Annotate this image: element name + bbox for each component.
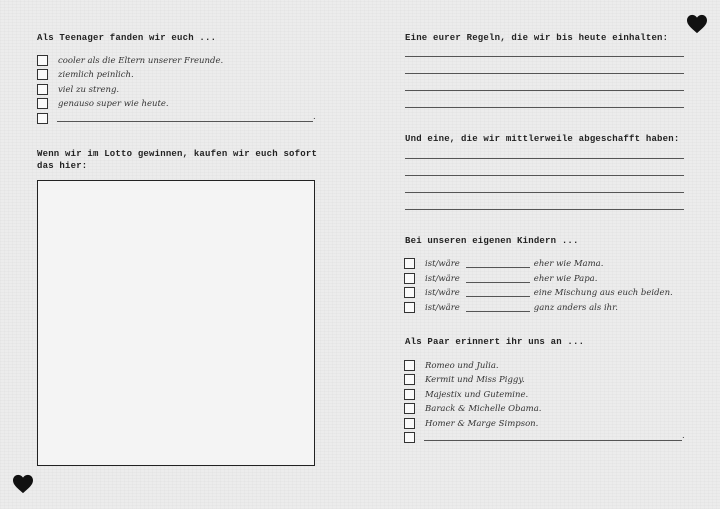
drawing-box[interactable] — [37, 180, 315, 466]
question-lotto-title-line1: Wenn wir im Lotto gewinnen, kaufen wir euch sofort — [37, 149, 318, 159]
heart-icon — [686, 14, 708, 34]
checkbox[interactable] — [404, 418, 415, 429]
option-prefix: ist/wäre — [425, 258, 460, 269]
option-label: genauso super wie heute. — [58, 98, 169, 109]
answer-line[interactable] — [405, 107, 684, 108]
question-lotto-title-line2: das hier: — [37, 161, 88, 171]
checkbox-option-2[interactable] — [404, 273, 597, 284]
write-in-end: . — [313, 112, 316, 122]
checkbox-option-3[interactable] — [37, 84, 119, 95]
option-label: cooler als die Eltern unserer Freunde. — [58, 55, 224, 66]
checkbox[interactable] — [37, 98, 48, 109]
fill-in-blank[interactable] — [466, 288, 530, 297]
checkbox-option-4[interactable] — [404, 302, 618, 313]
fill-in-blank[interactable] — [466, 274, 530, 283]
checkbox-option-4[interactable] — [404, 403, 542, 414]
option-prefix: ist/wäre — [425, 273, 460, 284]
answer-line[interactable] — [405, 192, 684, 193]
option-prefix: ist/wäre — [425, 287, 460, 298]
option-label: eher wie Papa. — [533, 273, 598, 284]
question-own-kids-title: Bei unseren eigenen Kindern ... — [405, 236, 579, 246]
answer-line[interactable] — [405, 158, 684, 159]
checkbox[interactable] — [404, 258, 415, 269]
checkbox[interactable] — [37, 55, 48, 66]
checkbox[interactable] — [404, 374, 415, 385]
option-label: viel zu streng. — [58, 84, 120, 95]
checkbox[interactable] — [404, 287, 415, 298]
checkbox-option-5[interactable] — [404, 418, 538, 429]
checkbox[interactable] — [404, 389, 415, 400]
option-label: Kermit und Miss Piggy. — [425, 374, 525, 385]
checkbox-option-other[interactable] — [404, 432, 425, 443]
checkbox[interactable] — [37, 69, 48, 80]
heart-icon — [12, 474, 34, 494]
write-in-line[interactable] — [57, 121, 313, 122]
checkbox[interactable] — [37, 84, 48, 95]
answer-line[interactable] — [405, 209, 684, 210]
option-label: ganz anders als ihr. — [533, 302, 618, 313]
option-label: eine Mischung aus euch beiden. — [533, 287, 673, 298]
option-label: Romeo und Julia. — [425, 360, 499, 371]
checkbox-option-1[interactable] — [404, 360, 499, 371]
option-label: Majestix und Gutemine. — [425, 389, 529, 400]
write-in-end: . — [682, 431, 685, 441]
checkbox-option-other[interactable] — [37, 113, 58, 124]
question-teenager-title: Als Teenager fanden wir euch ... — [37, 33, 217, 43]
question-rules-abolished-title: Und eine, die wir mittlerweile abgeschafft haben: — [405, 134, 680, 144]
fill-in-blank[interactable] — [466, 259, 530, 268]
checkbox[interactable] — [404, 302, 415, 313]
checkbox[interactable] — [404, 273, 415, 284]
option-label: ziemlich peinlich. — [58, 69, 134, 80]
answer-line[interactable] — [405, 90, 684, 91]
question-couple-title: Als Paar erinnert ihr uns an ... — [405, 337, 585, 347]
question-rules-kept-title: Eine eurer Regeln, die wir bis heute einhalten: — [405, 33, 669, 43]
checkbox[interactable] — [37, 113, 48, 124]
answer-line[interactable] — [405, 175, 684, 176]
answer-line[interactable] — [405, 73, 684, 74]
checkbox-option-4[interactable] — [37, 98, 169, 109]
option-prefix: ist/wäre — [425, 302, 460, 313]
checkbox-option-1[interactable] — [37, 55, 223, 66]
checkbox[interactable] — [404, 403, 415, 414]
checkbox-option-2[interactable] — [37, 69, 134, 80]
checkbox-option-3[interactable] — [404, 287, 673, 298]
option-label: Homer & Marge Simpson. — [425, 418, 539, 429]
answer-line[interactable] — [405, 56, 684, 57]
option-label: eher wie Mama. — [533, 258, 604, 269]
checkbox-option-3[interactable] — [404, 389, 528, 400]
checkbox[interactable] — [404, 432, 415, 443]
checkbox-option-2[interactable] — [404, 374, 525, 385]
checkbox-option-1[interactable] — [404, 258, 603, 269]
checkbox[interactable] — [404, 360, 415, 371]
option-label: Barack & Michelle Obama. — [425, 403, 542, 414]
fill-in-blank[interactable] — [466, 303, 530, 312]
write-in-line[interactable] — [424, 440, 682, 441]
